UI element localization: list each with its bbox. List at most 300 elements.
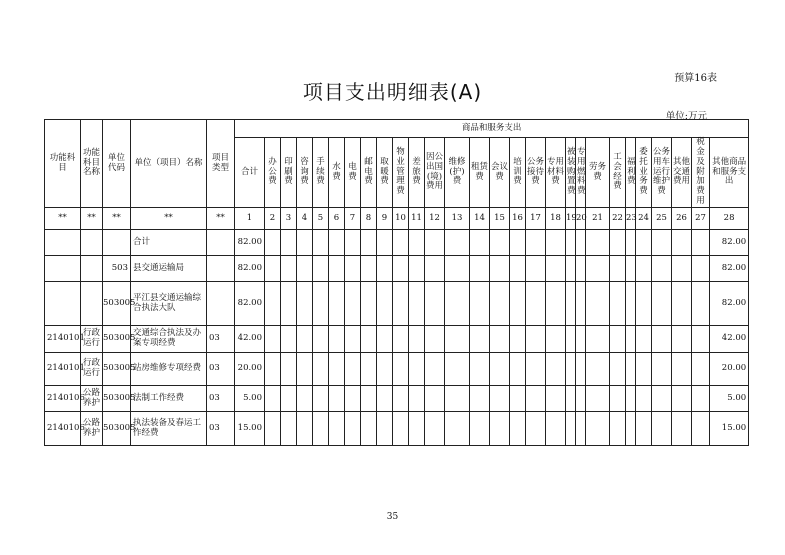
unit-name-cell: 交通综合执法及办案专项经费 (131, 326, 207, 353)
empty-cell (377, 256, 393, 282)
other-goods-services-cell: 20.00 (710, 353, 749, 386)
empty-cell (329, 230, 345, 256)
index-cell: 9 (377, 208, 393, 230)
empty-cell (546, 282, 566, 326)
empty-cell (546, 326, 566, 353)
empty-cell (576, 353, 586, 386)
empty-cell (297, 386, 313, 412)
empty-cell (345, 282, 361, 326)
empty-cell (377, 353, 393, 386)
func-name-cell (81, 256, 103, 282)
unit-code-cell: 503005 (103, 326, 131, 353)
empty-cell (526, 326, 546, 353)
empty-cell (445, 326, 470, 353)
empty-cell (490, 256, 510, 282)
total-cell: 82.00 (235, 256, 265, 282)
empty-cell (393, 353, 409, 386)
item-type-cell: 03 (207, 353, 235, 386)
empty-cell (490, 230, 510, 256)
empty-cell (636, 326, 652, 353)
empty-cell (566, 256, 576, 282)
empty-cell (265, 282, 281, 326)
empty-cell (672, 230, 692, 256)
table-row (45, 353, 749, 386)
empty-cell (409, 256, 425, 282)
empty-cell (297, 353, 313, 386)
empty-cell (490, 326, 510, 353)
empty-cell (626, 282, 636, 326)
empty-cell (445, 282, 470, 326)
empty-cell (425, 326, 445, 353)
empty-cell (566, 282, 576, 326)
column-header: 其他商品和服务支出 (710, 138, 749, 208)
column-header: 取暖费 (377, 138, 393, 208)
empty-cell (377, 230, 393, 256)
func-code-cell: 2140101 (45, 326, 81, 353)
empty-cell (636, 412, 652, 446)
empty-cell (692, 256, 710, 282)
empty-cell (576, 282, 586, 326)
unit-code-cell: 503005 (103, 386, 131, 412)
table-body (45, 230, 749, 446)
empty-cell (510, 412, 526, 446)
item-type-cell: 03 (207, 386, 235, 412)
empty-cell (409, 326, 425, 353)
empty-cell (265, 256, 281, 282)
empty-cell (510, 230, 526, 256)
empty-cell (490, 282, 510, 326)
empty-cell (470, 353, 490, 386)
empty-cell (409, 230, 425, 256)
empty-cell (361, 412, 377, 446)
empty-cell (626, 256, 636, 282)
empty-cell (490, 386, 510, 412)
unit-code-cell (103, 230, 131, 256)
other-goods-services-cell: 82.00 (710, 230, 749, 256)
unit-code-cell: 503 (103, 256, 131, 282)
index-cell: 1 (235, 208, 265, 230)
index-cell: 15 (490, 208, 510, 230)
empty-cell (672, 282, 692, 326)
empty-cell (281, 282, 297, 326)
index-cell: 26 (672, 208, 692, 230)
empty-cell (586, 386, 610, 412)
empty-cell (313, 326, 329, 353)
empty-cell (672, 326, 692, 353)
empty-cell (393, 386, 409, 412)
index-cell: ** (207, 208, 235, 230)
empty-cell (636, 386, 652, 412)
empty-cell (329, 326, 345, 353)
index-cell: 28 (710, 208, 749, 230)
func-name-cell (81, 282, 103, 326)
column-header: 因公出国(境)费用 (425, 138, 445, 208)
column-header: 办公费 (265, 138, 281, 208)
empty-cell (526, 256, 546, 282)
column-header: 公务用车运行维护费 (652, 138, 672, 208)
empty-cell (297, 282, 313, 326)
empty-cell (626, 412, 636, 446)
func-name-cell: 公路养护 (81, 386, 103, 412)
empty-cell (692, 230, 710, 256)
empty-cell (566, 412, 576, 446)
empty-cell (610, 353, 626, 386)
column-header: 咨询费 (297, 138, 313, 208)
func-code-cell (45, 282, 81, 326)
empty-cell (393, 256, 409, 282)
empty-cell (345, 412, 361, 446)
empty-cell (425, 282, 445, 326)
other-goods-services-cell: 42.00 (710, 326, 749, 353)
empty-cell (313, 282, 329, 326)
form-number: 预算16表 (674, 73, 717, 84)
item-type-cell: 03 (207, 412, 235, 446)
empty-cell (566, 326, 576, 353)
empty-cell (281, 412, 297, 446)
empty-cell (672, 353, 692, 386)
empty-cell (409, 282, 425, 326)
index-cell: 22 (610, 208, 626, 230)
empty-cell (586, 412, 610, 446)
empty-cell (281, 326, 297, 353)
index-cell: 17 (526, 208, 546, 230)
index-cell: 25 (652, 208, 672, 230)
empty-cell (361, 326, 377, 353)
empty-cell (526, 282, 546, 326)
empty-cell (692, 326, 710, 353)
index-cell: 16 (510, 208, 526, 230)
other-goods-services-cell: 15.00 (710, 412, 749, 446)
other-goods-services-cell: 82.00 (710, 256, 749, 282)
empty-cell (610, 256, 626, 282)
empty-cell (636, 256, 652, 282)
empty-cell (345, 386, 361, 412)
expenditure-table (44, 119, 749, 446)
empty-cell (281, 256, 297, 282)
empty-cell (510, 386, 526, 412)
empty-cell (470, 230, 490, 256)
empty-cell (692, 353, 710, 386)
column-header: 税金及附加费用 (692, 138, 710, 208)
empty-cell (490, 353, 510, 386)
empty-cell (626, 353, 636, 386)
column-header: 工会经费 (610, 138, 626, 208)
column-header: 电费 (345, 138, 361, 208)
empty-cell (652, 353, 672, 386)
func-name-cell: 公路养护 (81, 412, 103, 446)
total-cell: 15.00 (235, 412, 265, 446)
total-cell: 20.00 (235, 353, 265, 386)
index-cell: ** (81, 208, 103, 230)
unit-name-cell: 县交通运输局 (131, 256, 207, 282)
empty-cell (470, 282, 490, 326)
empty-cell (265, 412, 281, 446)
empty-cell (265, 230, 281, 256)
empty-cell (626, 326, 636, 353)
index-cell: 19 (566, 208, 576, 230)
empty-cell (425, 412, 445, 446)
empty-cell (329, 353, 345, 386)
empty-cell (297, 326, 313, 353)
empty-cell (546, 412, 566, 446)
empty-cell (297, 256, 313, 282)
empty-cell (445, 412, 470, 446)
index-cell: 12 (425, 208, 445, 230)
column-header: 水费 (329, 138, 345, 208)
empty-cell (313, 412, 329, 446)
empty-cell (409, 386, 425, 412)
column-header: 租赁费 (470, 138, 490, 208)
empty-cell (470, 326, 490, 353)
header-unit-code: 单位代码 (103, 120, 131, 208)
column-header: 劳务费 (586, 138, 610, 208)
header-func-code: 功能科目 (45, 120, 81, 208)
empty-cell (393, 412, 409, 446)
index-cell: 3 (281, 208, 297, 230)
empty-cell (652, 282, 672, 326)
empty-cell (636, 353, 652, 386)
index-cell: 5 (313, 208, 329, 230)
empty-cell (345, 353, 361, 386)
func-code-cell: 2140101 (45, 353, 81, 386)
empty-cell (566, 386, 576, 412)
empty-cell (490, 412, 510, 446)
total-cell: 42.00 (235, 326, 265, 353)
empty-cell (265, 326, 281, 353)
empty-cell (393, 282, 409, 326)
empty-cell (652, 326, 672, 353)
header-row-group (45, 120, 749, 138)
empty-cell (610, 386, 626, 412)
index-cell: 20 (576, 208, 586, 230)
column-header: 差旅费 (409, 138, 425, 208)
column-header: 其他交通费用 (672, 138, 692, 208)
empty-cell (546, 256, 566, 282)
empty-cell (297, 412, 313, 446)
index-cell: ** (103, 208, 131, 230)
table-row (45, 256, 749, 282)
empty-cell (393, 326, 409, 353)
empty-cell (297, 230, 313, 256)
index-cell: 10 (393, 208, 409, 230)
empty-cell (329, 256, 345, 282)
empty-cell (672, 412, 692, 446)
empty-cell (425, 256, 445, 282)
empty-cell (470, 412, 490, 446)
empty-cell (610, 230, 626, 256)
unit-name-cell: 法制工作经费 (131, 386, 207, 412)
empty-cell (586, 256, 610, 282)
empty-cell (510, 326, 526, 353)
item-type-cell (207, 282, 235, 326)
table-row (45, 282, 749, 326)
column-header: 维修(护)费 (445, 138, 470, 208)
unit-name-cell: 平江县交通运输综合执法大队 (131, 282, 207, 326)
empty-cell (313, 386, 329, 412)
func-name-cell: 行政运行 (81, 326, 103, 353)
empty-cell (425, 386, 445, 412)
table-row (45, 230, 749, 256)
func-code-cell (45, 230, 81, 256)
empty-cell (610, 412, 626, 446)
empty-cell (361, 386, 377, 412)
empty-cell (313, 353, 329, 386)
column-header: 专用材料费 (546, 138, 566, 208)
empty-cell (470, 256, 490, 282)
empty-cell (636, 282, 652, 326)
empty-cell (361, 230, 377, 256)
index-cell: 14 (470, 208, 490, 230)
column-header: 邮电费 (361, 138, 377, 208)
empty-cell (672, 386, 692, 412)
empty-cell (409, 353, 425, 386)
empty-cell (281, 386, 297, 412)
index-cell: 21 (586, 208, 610, 230)
index-cell: 24 (636, 208, 652, 230)
empty-cell (445, 256, 470, 282)
empty-cell (586, 230, 610, 256)
unit-code-cell: 503005 (103, 353, 131, 386)
index-cell: 4 (297, 208, 313, 230)
header-goods-services: 商品和服务支出 (235, 120, 749, 138)
total-cell: 5.00 (235, 386, 265, 412)
empty-cell (377, 412, 393, 446)
empty-cell (329, 412, 345, 446)
other-goods-services-cell: 5.00 (710, 386, 749, 412)
empty-cell (586, 326, 610, 353)
index-cell: 8 (361, 208, 377, 230)
total-cell: 82.00 (235, 230, 265, 256)
unit-name-cell: 执法装备及春运工作经费 (131, 412, 207, 446)
func-code-cell: 2140106 (45, 386, 81, 412)
empty-cell (445, 353, 470, 386)
empty-cell (652, 386, 672, 412)
empty-cell (510, 353, 526, 386)
empty-cell (526, 230, 546, 256)
empty-cell (576, 412, 586, 446)
column-header: 委托业务费 (636, 138, 652, 208)
empty-cell (425, 353, 445, 386)
empty-cell (361, 282, 377, 326)
empty-cell (692, 412, 710, 446)
empty-cell (345, 256, 361, 282)
index-cell: ** (131, 208, 207, 230)
unit-name-cell: 合计 (131, 230, 207, 256)
empty-cell (265, 386, 281, 412)
empty-cell (281, 353, 297, 386)
unit-code-cell: 503005 (103, 282, 131, 326)
empty-cell (566, 353, 576, 386)
empty-cell (409, 412, 425, 446)
empty-cell (470, 386, 490, 412)
empty-cell (692, 386, 710, 412)
empty-cell (576, 326, 586, 353)
empty-cell (377, 282, 393, 326)
page-number: 35 (386, 512, 399, 522)
empty-cell (626, 230, 636, 256)
empty-cell (425, 230, 445, 256)
empty-cell (377, 386, 393, 412)
index-cell: 11 (409, 208, 425, 230)
table-row (45, 386, 749, 412)
empty-cell (692, 282, 710, 326)
empty-cell (576, 386, 586, 412)
empty-cell (393, 230, 409, 256)
empty-cell (345, 230, 361, 256)
column-header: 专用燃料费 (576, 138, 586, 208)
empty-cell (313, 256, 329, 282)
unit-label: 单位:万元 (665, 111, 707, 122)
empty-cell (576, 230, 586, 256)
empty-cell (672, 256, 692, 282)
index-cell: 23 (626, 208, 636, 230)
empty-cell (626, 386, 636, 412)
total-cell: 82.00 (235, 282, 265, 326)
empty-cell (510, 256, 526, 282)
column-header: 手续费 (313, 138, 329, 208)
empty-cell (526, 412, 546, 446)
index-cell: 2 (265, 208, 281, 230)
empty-cell (329, 282, 345, 326)
index-cell: 27 (692, 208, 710, 230)
other-goods-services-cell: 82.00 (710, 282, 749, 326)
item-type-cell (207, 256, 235, 282)
header-func-name: 功能科目名称 (81, 120, 103, 208)
empty-cell (652, 256, 672, 282)
item-type-cell: 03 (207, 326, 235, 353)
unit-code-cell: 503005 (103, 412, 131, 446)
empty-cell (313, 230, 329, 256)
empty-cell (546, 230, 566, 256)
column-header: 物业管理费 (393, 138, 409, 208)
empty-cell (510, 282, 526, 326)
table-row (45, 326, 749, 353)
func-name-cell: 行政运行 (81, 353, 103, 386)
empty-cell (329, 386, 345, 412)
empty-cell (377, 326, 393, 353)
index-cell: 7 (345, 208, 361, 230)
func-code-cell: 2140106 (45, 412, 81, 446)
empty-cell (265, 353, 281, 386)
empty-cell (610, 282, 626, 326)
column-header: 福利费 (626, 138, 636, 208)
empty-cell (361, 353, 377, 386)
empty-cell (586, 353, 610, 386)
empty-cell (281, 230, 297, 256)
column-header: 公务接待费 (526, 138, 546, 208)
page-title: 项目支出明细表(A) (302, 80, 483, 104)
column-header: 培训费 (510, 138, 526, 208)
empty-cell (576, 256, 586, 282)
column-header: 合计 (235, 138, 265, 208)
empty-cell (445, 386, 470, 412)
empty-cell (445, 230, 470, 256)
empty-cell (652, 412, 672, 446)
index-cell: 6 (329, 208, 345, 230)
item-type-cell (207, 230, 235, 256)
column-header: 被装购置费 (566, 138, 576, 208)
column-header: 会议费 (490, 138, 510, 208)
header-unit-name: 单位（项目）名称 (131, 120, 207, 208)
empty-cell (586, 282, 610, 326)
empty-cell (526, 353, 546, 386)
empty-cell (526, 386, 546, 412)
header-row-index (45, 208, 749, 230)
unit-name-cell: 站房维修专项经费 (131, 353, 207, 386)
header-item-type: 项目类型 (207, 120, 235, 208)
empty-cell (345, 326, 361, 353)
func-name-cell (81, 230, 103, 256)
